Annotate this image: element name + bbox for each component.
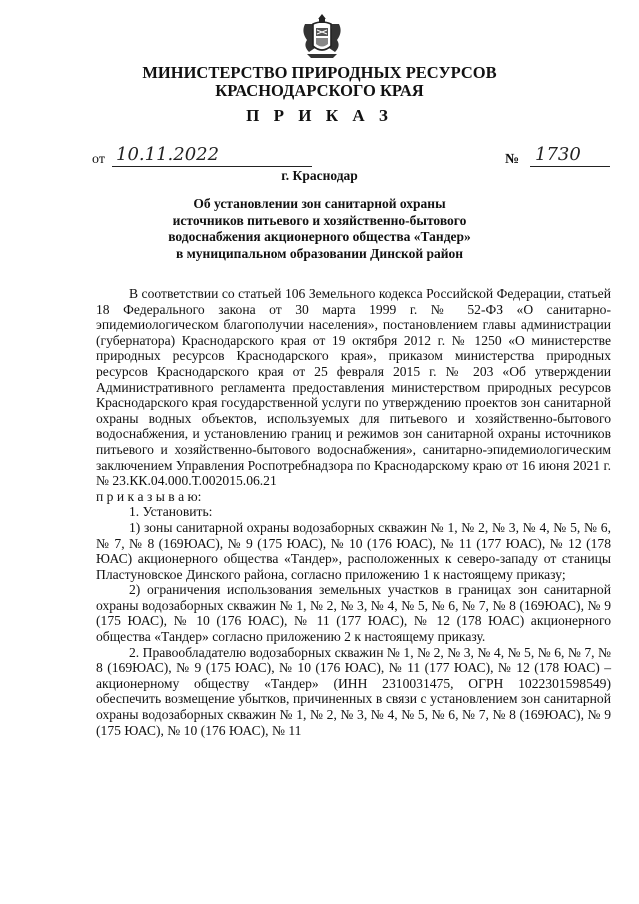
ministry-name-line2: КРАСНОДАРСКОГО КРАЯ — [215, 81, 424, 100]
date-underline — [112, 166, 312, 167]
title-line2: источников питьевого и хозяйственно-бытового — [172, 212, 467, 228]
ministry-name — [0, 64, 639, 100]
date-number-row — [92, 144, 612, 170]
title-line3: водоснабжения акционерного общества «Тандер» — [168, 229, 471, 245]
prikazyvayu-line: п р и к а з ы в а ю: — [96, 488, 202, 504]
ministry-name-line1: МИНИСТЕРСТВО ПРИРОДНЫХ РЕСУРСОВ — [142, 63, 497, 82]
number-prefix: № — [505, 152, 520, 167]
document-title — [0, 196, 639, 262]
document-type: П Р И К А З — [246, 106, 393, 125]
coat-of-arms-emblem — [297, 10, 347, 62]
city: г. Краснодар — [281, 168, 358, 183]
preamble-paragraph: В соответствии со статьей 106 Земельного кодекса Российской Федерации, статьей 18 Федерального закона от 30 марта 1999 г. № 52-ФЗ «О санитарно-эпидемиологическом благополучии населения», постановлением главы администрации (губернатора) Краснодарского края от 19 октября 2012 г. № 1250 «О министерстве природных ресурсов Краснодарского края», приказом министерства природных ресурсов Краснодарского края от 25 февраля 2015 г. № 203 «Об утверждении Административного регламента предоставления министерством природных ресурсов Краснодарского края государственной услуги по утверждению проектов зон санитарной охраны водных объектов, используемых для питьевого и хозяйственно-бытового водоснабжения, и установлению границ и режимов зон санитарной охраны источников питьевого и хозяйственно-бытового водоснабжения», санитарно-эпидемиологическим заключением Управления Роспотребнадзора по Краснодарскому краю от 16 июня 2021 г. № 23.КК.04.000.Т.002015.06.21 — [96, 286, 611, 489]
number-underline — [530, 166, 610, 167]
date-prefix: от — [92, 152, 105, 167]
document-body — [96, 286, 611, 738]
item-1-1: 1) зоны санитарной охраны водозаборных скважин № 1, № 2, № 3, № 4, № 5, № 6, № 7, № 8 (169ЮАС), № 9 (175 ЮАС), № 10 (176 ЮАС), № 11 (177 ЮАС), № 12 (178 ЮАС) акционерного общества «Тандер», расположенных к северо-западу от станицы Пластуновское Динского района, согласно приложению 1 к настоящему приказу; — [96, 519, 611, 582]
item-1-2: 2) ограничения использования земельных участков в границах зон санитарной охраны водозаборных скважин № 1, № 2, № 3, № 4, № 5, № 6, № 7, № 8 (169ЮАС), № 9 (175 ЮАС), № 10 (176 ЮАС), № 11 (177 ЮАС), № 12 (178 ЮАС) акционерного общества «Тандер» согласно приложению 2 к настоящему приказу. — [96, 582, 611, 645]
document-date: 10.11.2022 — [116, 144, 220, 165]
title-line4: в муниципальном образовании Динской район — [175, 245, 464, 261]
title-line1: Об установлении зон санитарной охраны — [193, 196, 446, 211]
item-2: 2. Правообладателю водозаборных скважин № 1, № 2, № 3, № 4, № 5, № 6, № 7, № 8 (169ЮАС), № 9 (175 ЮАС), № 10 (176 ЮАС), № 11 (177 ЮАС), № 12 (178 ЮАС) – акционерному обществу «Тандер» (ИНН 2310031475, ОГРН 1022301598549) обеспечить возмещение убытков, причиненных в связи с установлением зон санитарной охраны водозаборных скважин № 1, № 2, № 3, № 4, № 5, № 6, № 7, № 8 (169ЮАС), № 9 (175 ЮАС), № 10 (176 ЮАС), № 11 — [96, 644, 611, 738]
item-1: 1. Установить: — [129, 504, 213, 520]
document-number: 1730 — [535, 144, 581, 165]
